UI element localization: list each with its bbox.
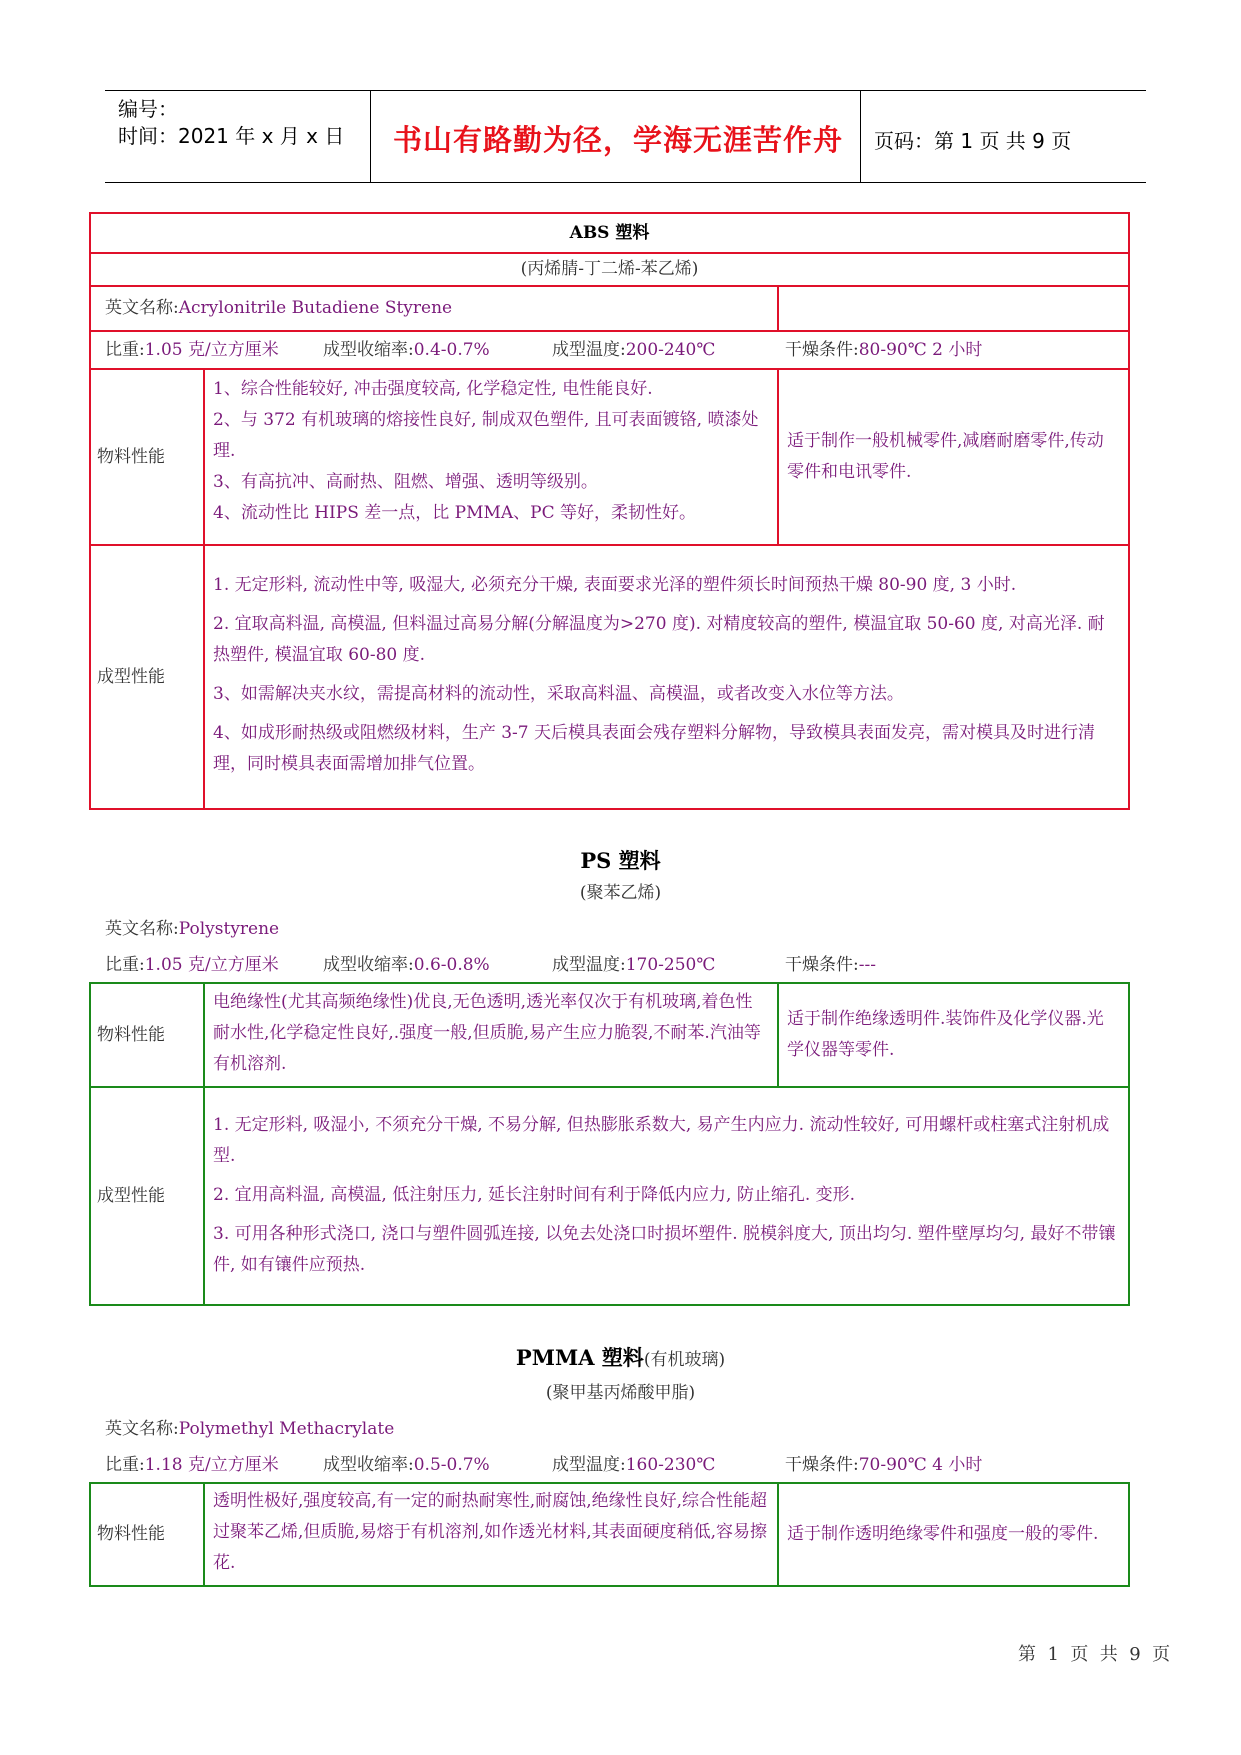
pmma-shrink-value: 0.5-0.7% — [413, 1455, 490, 1475]
pmma-english-value: Polymethyl Methacrylate — [178, 1419, 395, 1439]
ps-english-label: 英文名称: — [105, 919, 179, 939]
abs-subtitle: (丙烯腈-丁二烯-苯乙烯) — [90, 253, 1129, 286]
ps-dry-label: 干燥条件: — [785, 955, 859, 975]
pmma-dry-label: 干燥条件: — [785, 1455, 859, 1475]
pmma-shrink-label: 成型收缩率: — [323, 1455, 414, 1475]
pmma-temp-value: 160-230℃ — [625, 1455, 716, 1475]
abs-temp-label: 成型温度: — [552, 340, 626, 360]
header-divider-left — [370, 90, 371, 183]
ps-material-use: 适于制作绝缘透明件.装饰件及化学仪器.光学仪器等零件. — [778, 983, 1129, 1087]
pmma-specs-row — [105, 1450, 1115, 1480]
ps-table — [89, 982, 1130, 1306]
abs-material-item-1: 1、综合性能较好, 冲击强度较高, 化学稳定性, 电性能良好. — [213, 379, 653, 399]
abs-shrink-value: 0.4-0.7% — [413, 340, 490, 360]
pmma-density-value: 1.18 克/立方厘米 — [144, 1455, 279, 1475]
abs-material-properties — [204, 369, 778, 545]
ps-material-properties: 电绝缘性(尤其高频绝缘性)优良,无色透明,透光率仅次于有机玻璃,着色性耐水性,化学稳定性良好,.强度一般,但质脆,易产生应力脆裂,不耐苯.汽油等有机溶剂. — [204, 983, 778, 1087]
abs-material-label: 物料性能 — [90, 369, 204, 545]
abs-density-value: 1.05 克/立方厘米 — [144, 340, 279, 360]
ps-temp-label: 成型温度: — [552, 955, 626, 975]
ps-temp-value: 170-250℃ — [625, 955, 716, 975]
abs-molding-label: 成型性能 — [90, 545, 204, 809]
pmma-temp-label: 成型温度: — [552, 1455, 626, 1475]
abs-material-use: 适于制作一般机械零件,减磨耐磨零件,传动零件和电讯零件. — [778, 369, 1129, 545]
abs-specs-row — [90, 331, 1129, 369]
abs-english-name — [90, 286, 778, 331]
pmma-subtitle: (聚甲基丙烯酸甲脂) — [545, 1383, 696, 1403]
abs-title: ABS 塑料 — [90, 213, 1129, 253]
ps-subtitle: (聚苯乙烯) — [579, 883, 662, 903]
header-page-label: 页码：第 1 页 共 9 页 — [874, 129, 1072, 153]
ps-density-label: 比重: — [105, 955, 145, 975]
ps-shrink-label: 成型收缩率: — [323, 955, 414, 975]
ps-specs-row — [105, 950, 1115, 980]
ps-molding-properties — [204, 1087, 1129, 1305]
ps-shrink-value: 0.6-0.8% — [413, 955, 490, 975]
abs-density-label: 比重: — [105, 340, 145, 360]
pmma-title — [0, 1342, 1241, 1372]
abs-dry-label: 干燥条件: — [785, 340, 859, 360]
header-divider-right — [860, 90, 861, 183]
abs-material-item-3: 3、有高抗冲、高耐热、阻燃、增强、透明等级别。 — [213, 472, 598, 492]
pmma-title-main: PMMA 塑料 — [515, 1345, 644, 1370]
abs-table — [89, 212, 1130, 810]
ps-english-name — [105, 914, 279, 939]
header-motto: 书山有路勤为径，学海无涯苦作舟 — [393, 123, 844, 157]
header-bottom-rule — [105, 182, 1146, 183]
ps-title: PS 塑料 — [580, 848, 661, 873]
abs-shrink-label: 成型收缩率: — [323, 340, 414, 360]
abs-temp-value: 200-240℃ — [625, 340, 716, 360]
abs-english-value: Acrylonitrile Butadiene Styrene — [178, 298, 453, 318]
abs-material-item-4: 4、流动性比 HIPS 差一点，比 PMMA、PC 等好，柔韧性好。 — [213, 503, 697, 523]
abs-molding-item-4: 4、如成形耐热级或阻燃级材料，生产 3-7 天后模具表面会残存塑料分解物，导致模具表面发亮，需对模具及时进行清理，同时模具表面需增加排气位置。 — [213, 723, 1095, 774]
abs-molding-item-1: 1. 无定形料, 流动性中等, 吸湿大, 必须充分干燥, 表面要求光泽的塑件须长时间预热干燥 80-90 度, 3 小时. — [213, 575, 1017, 595]
pmma-material-label: 物料性能 — [90, 1483, 204, 1586]
abs-molding-item-3: 3、如需解决夹水纹，需提高材料的流动性，采取高料温、高模温，或者改变入水位等方法。 — [213, 684, 904, 704]
pmma-material-use: 适于制作透明绝缘零件和强度一般的零件. — [778, 1483, 1129, 1586]
ps-dry-value: --- — [858, 955, 876, 975]
header-top-rule — [105, 90, 1146, 91]
abs-dry-value: 80-90℃ 2 小时 — [858, 340, 983, 360]
pmma-density-label: 比重: — [105, 1455, 145, 1475]
pmma-dry-value: 70-90℃ 4 小时 — [858, 1455, 983, 1475]
ps-english-value: Polystyrene — [178, 919, 280, 939]
ps-molding-item-3: 3. 可用各种形式浇口, 浇口与塑件圆弧连接, 以免去处浇口时损坏塑件. 脱模斜度大, 顶出均匀. 塑件壁厚均匀, 最好不带镶件, 如有镶件应预热. — [213, 1223, 1116, 1275]
ps-density-value: 1.05 克/立方厘米 — [144, 955, 279, 975]
pmma-material-properties: 透明性极好,强度较高,有一定的耐热耐寒性,耐腐蚀,绝缘性良好,综合性能超过聚苯乙烯,但质脆,易熔于有机溶剂,如作透光材料,其表面硬度稍低,容易擦花. — [204, 1483, 778, 1586]
pmma-table — [89, 1482, 1130, 1587]
pmma-english-label: 英文名称: — [105, 1419, 179, 1439]
abs-molding-item-2: 2. 宜取高料温, 高模温, 但料温过高易分解(分解温度为>270 度). 对精度较高的塑件, 模温宜取 50-60 度, 对高光泽. 耐热塑件, 模温宜取 60-80 度. — [213, 614, 1105, 665]
footer-page-number: 第 1 页 共 9 页 — [1018, 1644, 1171, 1665]
header-time-label: 时间：2021 年 x 月 x 日 — [118, 124, 345, 148]
ps-molding-label: 成型性能 — [90, 1087, 204, 1305]
ps-molding-item-1: 1. 无定形料, 吸湿小, 不须充分干燥, 不易分解, 但热膨胀系数大, 易产生内应力. 流动性较好, 可用螺杆或柱塞式注射机成型. — [213, 1114, 1110, 1166]
pmma-english-name — [105, 1414, 394, 1439]
abs-material-item-2: 2、与 372 有机玻璃的熔接性良好, 制成双色塑件, 且可表面镀铬, 喷漆处理. — [213, 410, 759, 461]
abs-molding-properties — [204, 545, 1129, 809]
abs-english-label: 英文名称: — [105, 298, 179, 318]
header-number-label: 编号： — [118, 97, 178, 121]
ps-molding-item-2: 2. 宜用高料温, 高模温, 低注射压力, 延长注射时间有利于降低内应力, 防止缩孔. 变形. — [213, 1184, 856, 1205]
ps-material-label: 物料性能 — [90, 983, 204, 1087]
abs-english-empty-cell — [778, 286, 1129, 331]
pmma-title-suffix: (有机玻璃) — [643, 1350, 726, 1370]
